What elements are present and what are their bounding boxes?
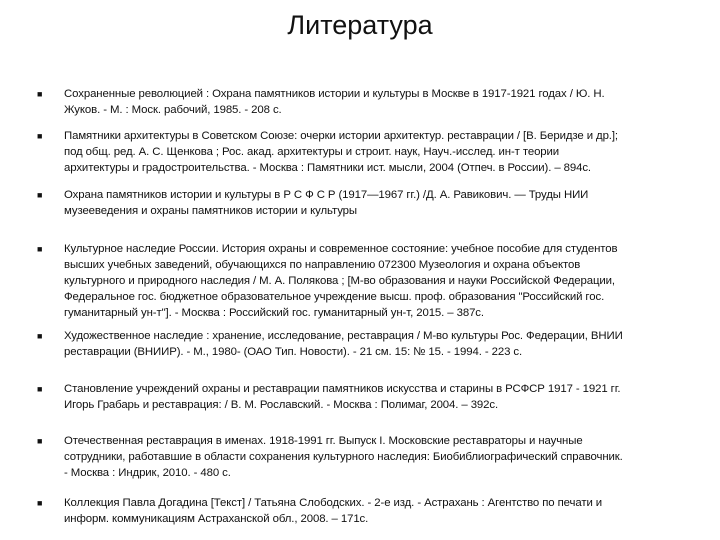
reference-text bbox=[64, 86, 714, 118]
reference-line: Памятники архитектуры в Советском Союзе: очерки истории архитектур. реставрации / [В. Беридзе и др.]; bbox=[64, 130, 618, 142]
reference-line: Жуков. - М. : Моск. рабочий, 1985. - 208 с. bbox=[64, 104, 282, 116]
reference-line: архитектуры и градостроительства. - Москва : Памятники ист. мысли, 2004 (Отпеч. в России). – 894с. bbox=[64, 162, 591, 174]
reference-line: реставрации (ВНИИР). - М., 1980- (ОАО Тип. Новости). - 21 см. 15: № 15. - 1994. - 223 с. bbox=[64, 346, 523, 358]
reference-text bbox=[64, 433, 714, 481]
reference-text bbox=[64, 187, 714, 219]
bullet-icon: ■ bbox=[37, 190, 43, 200]
page-title: Литература bbox=[287, 10, 433, 40]
reference-text bbox=[64, 381, 714, 413]
reference-line: Становление учреждений охраны и реставрации памятников искусства и старины в РСФСР 1917 - 1921 гг. bbox=[64, 383, 621, 395]
reference-line: Коллекция Павла Догадина [Текст] / Татьяна Слободских. - 2-е изд. - Астрахань : Агентство по печати и bbox=[64, 497, 603, 509]
reference-line: Федеральное гос. бюджетное образовательное учреждение высш. проф. образования "Российский гос. bbox=[64, 291, 605, 303]
bullet-icon: ■ bbox=[37, 384, 43, 394]
bullet-icon: ■ bbox=[37, 331, 43, 341]
reference-line: под общ. ред. А. С. Щенкова ; Рос. акад. архитектуры и строит. наук, Науч.-исслед. ин-т теории bbox=[64, 146, 560, 158]
reference-line: Сохраненные революцией : Охрана памятников истории и культуры в Москве в 1917-1921 годах / Ю. Н. bbox=[64, 88, 605, 100]
reference-text bbox=[64, 128, 714, 176]
reference-line: гуманитарный ун-т"]. - Москва : Российский гос. гуманитарный ун-т, 2015. – 387с. bbox=[64, 307, 484, 319]
reference-line: культурного и природного наследия / М. А. Полякова ; [М-во образования и науки Российской Федерации, bbox=[64, 275, 615, 287]
reference-text bbox=[64, 328, 714, 360]
bullet-icon: ■ bbox=[37, 131, 43, 141]
reference-text bbox=[64, 495, 714, 527]
bullet-icon: ■ bbox=[37, 89, 43, 99]
reference-line: Художественное наследие : хранение, исследование, реставрация / М-во культуры Рос. Федерации, ВНИИ bbox=[64, 330, 623, 342]
reference-line: информ. коммуникациям Астраханской обл., 2008. – 171с. bbox=[64, 513, 369, 525]
bullet-icon: ■ bbox=[37, 244, 43, 254]
bullet-icon: ■ bbox=[37, 498, 43, 508]
reference-line: Культурное наследие России. История охраны и современное состояние: учебное пособие для студентов bbox=[64, 243, 618, 255]
reference-line: сотрудники, работавшие в области сохранения культурного наследия: Биобиблиографический справочник. bbox=[64, 451, 623, 463]
reference-line: высших учебных заведений, обучающихся по направлению 072300 Музеология и охрана объектов bbox=[64, 259, 581, 271]
reference-line: Отечественная реставрация в именах. 1918-1991 гг. Выпуск I. Московские реставраторы и научные bbox=[64, 435, 583, 447]
bullet-icon: ■ bbox=[37, 436, 43, 446]
reference-line: Охрана памятников истории и культуры в Р С Ф С Р (1917—1967 гг.) /Д. А. Равикович. — Труды НИИ bbox=[64, 189, 589, 201]
reference-line: музееведения и охраны памятников истории и культуры bbox=[64, 205, 357, 217]
reference-line: Игорь Грабарь и реставрация: / В. М. Рославский. - Москва : Полимаг, 2004. – 392с. bbox=[64, 399, 499, 411]
reference-line: - Москва : Индрик, 2010. - 480 с. bbox=[64, 467, 231, 479]
reference-text bbox=[64, 241, 714, 321]
